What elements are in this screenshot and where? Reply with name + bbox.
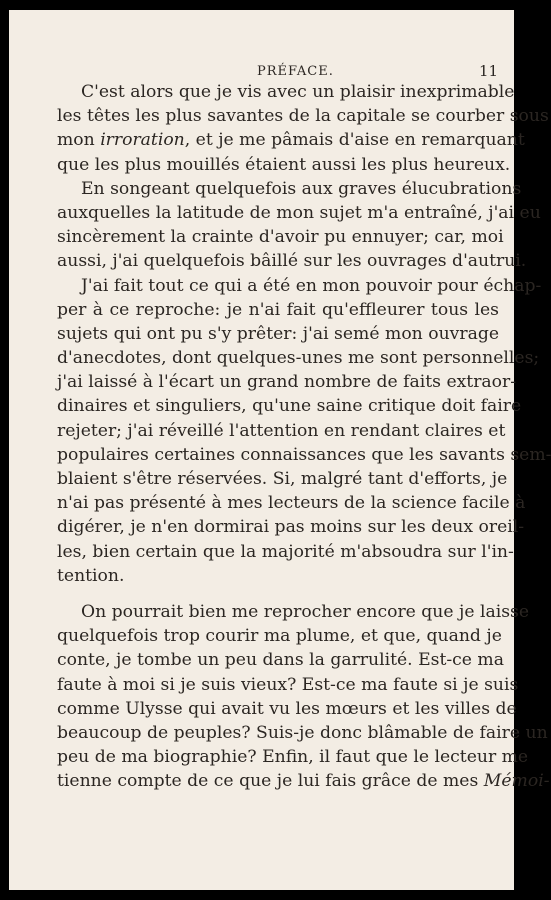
text-line (57, 298, 499, 322)
text-line (57, 515, 525, 539)
text-line (57, 673, 519, 697)
text-run: sujets qui ont pu s'y prêter: j'ai semé mon ouvrage (57, 323, 499, 344)
italic-text: irroration (100, 130, 185, 151)
text-run: On pourrait bien me reprocher encore que je laisse (81, 601, 530, 622)
text-line (57, 600, 530, 624)
text-line (57, 769, 550, 793)
text-line (57, 564, 499, 588)
page-body (57, 80, 551, 793)
text-run: d'anecdotes, dont quelques-unes me sont personnelles; (57, 348, 540, 369)
text-run: tienne compte de ce que je lui fais grâce de mes (57, 771, 484, 792)
italic-text: Mémoi- (483, 771, 550, 792)
text-line (57, 443, 551, 467)
running-title: PRÉFACE. (257, 64, 334, 79)
text-line (57, 491, 526, 515)
text-run: per à ce reproche: je n'ai fait qu'effleurer tous les (57, 299, 499, 320)
text-line (57, 648, 504, 672)
text-run: quelquefois trop courir ma plume, et que, quand je (57, 626, 502, 647)
text-line (57, 322, 499, 346)
text-line (57, 419, 506, 443)
text-run: conte, je tombe un peu dans la garrulité. Est-ce ma (57, 650, 504, 671)
paragraph (57, 600, 550, 794)
text-line (57, 80, 515, 104)
text-line (57, 540, 514, 564)
text-run: comme Ulysse qui avait vu les mœurs et les villes de (57, 698, 517, 719)
text-line (57, 697, 517, 721)
paragraph-gap (57, 588, 499, 600)
text-line (57, 225, 504, 249)
text-run: les, bien certain que la majorité m'absoudra sur l'in- (57, 541, 514, 562)
text-run: digérer, je n'en dormirai pas moins sur les deux oreil- (57, 517, 525, 538)
text-run: J'ai fait tout ce qui a été en mon pouvoir pour échap- (81, 275, 542, 296)
text-line (57, 346, 540, 370)
text-line (57, 745, 529, 769)
text-run: auxquelles la latitude de mon sujet m'a entraîné, j'ai eu (57, 202, 541, 223)
text-line (57, 274, 542, 298)
text-run: En songeant quelquefois aux graves élucubrations (81, 178, 522, 199)
text-line (57, 249, 527, 273)
paragraph (57, 80, 549, 177)
text-run: j'ai laissé à l'écart un grand nombre de faits extraor- (57, 372, 517, 393)
text-line (57, 721, 548, 745)
text-run: mon (57, 130, 101, 151)
text-line (57, 153, 511, 177)
text-run: que les plus mouillés étaient aussi les plus heureux. (57, 154, 511, 175)
text-run: rejeter; j'ai réveillé l'attention en rendant claires et (57, 420, 506, 441)
text-run: n'ai pas présenté à mes lecteurs de la science facile à (57, 493, 526, 514)
text-run: peu de ma biographie? Enfin, il faut que le lecteur me (57, 747, 529, 768)
text-line (57, 104, 549, 128)
text-run: C'est alors que je vis avec un plaisir inexprimable (81, 82, 515, 102)
text-run: sincèrement la crainte d'avoir pu ennuyer; car, moi (57, 227, 504, 248)
page-number: 11 (479, 62, 499, 80)
text-run: tention. (57, 565, 125, 586)
text-run: aussi, j'ai quelquefois bâillé sur les ouvrages d'autrui. (57, 251, 527, 272)
paragraph (57, 274, 551, 588)
text-run: les têtes les plus savantes de la capitale se courber sous (57, 106, 549, 127)
text-run: populaires certaines connaissances que les savants sem- (57, 444, 551, 465)
text-run: , et je me pâmais d'aise en remarquant (184, 130, 525, 151)
text-line (57, 201, 541, 225)
text-line (57, 128, 525, 152)
paragraph (57, 177, 541, 274)
text-run: beaucoup de peuples? Suis-je donc blâmable de faire un (57, 722, 548, 743)
text-run: faute à moi si je suis vieux? Est-ce ma faute si je suis (57, 674, 519, 695)
text-line (57, 177, 522, 201)
text-run: blaient s'être réservées. Si, malgré tant d'efforts, je (57, 469, 508, 489)
text-line (57, 467, 508, 491)
book-page (9, 10, 551, 890)
text-line (57, 624, 502, 648)
text-run: dinaires et singuliers, qu'une saine critique doit faire (57, 396, 522, 417)
text-line (57, 394, 522, 418)
text-line (57, 370, 517, 394)
